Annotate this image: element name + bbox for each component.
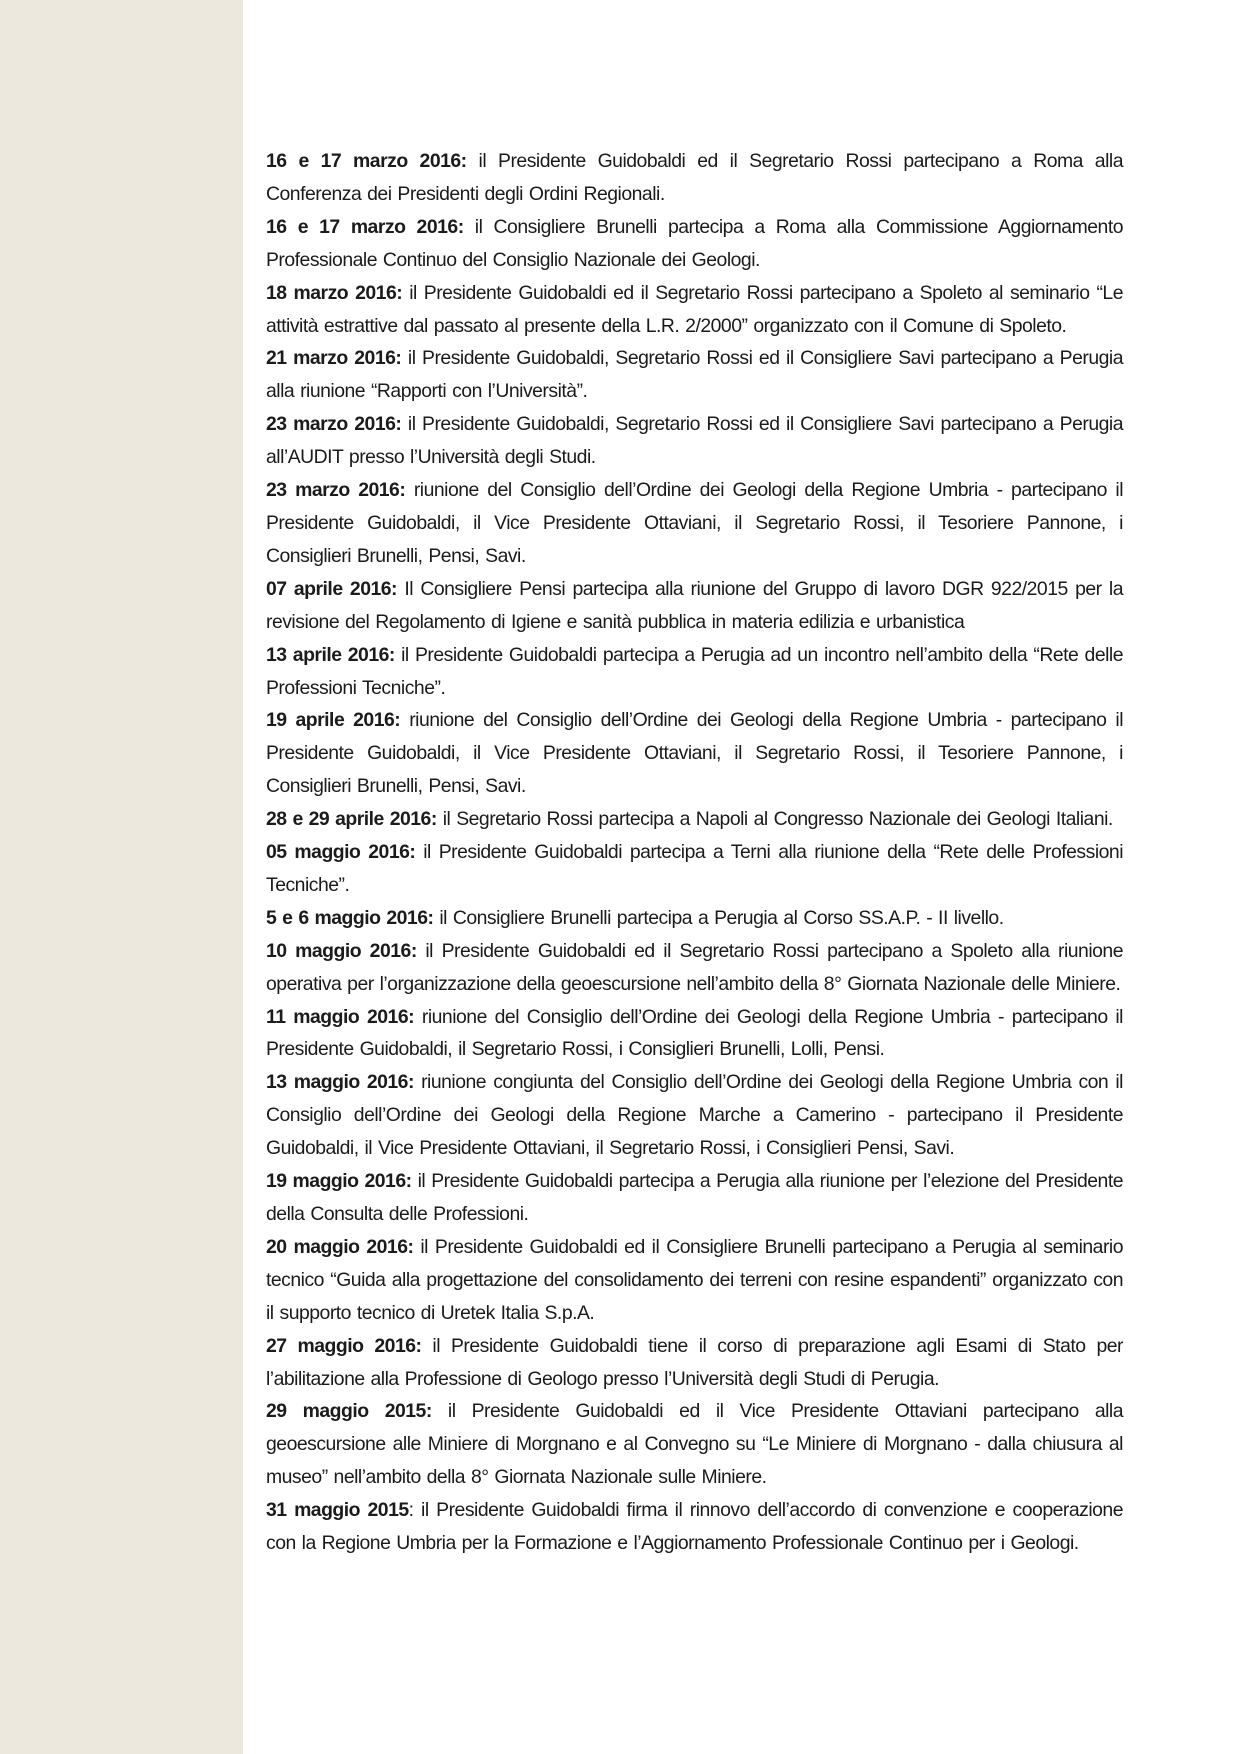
entry-text: il Presidente Guidobaldi partecipa a Terni alla riunione della “Rete delle Professioni Tecniche”. (266, 841, 1123, 896)
log-entry (266, 1494, 1123, 1560)
entry-text: il Presidente Guidobaldi tiene il corso di preparazione agli Esami di Stato per l’abilitazione alla Professione di Geologo presso l’Università degli Studi di Perugia. (266, 1334, 1123, 1390)
entry-date: 28 e 29 aprile 2016: (266, 808, 437, 831)
entry-date: 11 maggio 2016: (266, 1005, 415, 1028)
log-entry (266, 935, 1123, 1001)
entry-date: 5 e 6 maggio 2016: (266, 906, 434, 929)
log-entry (266, 1001, 1123, 1067)
entry-text: : il Presidente Guidobaldi firma il rinnovo dell’accordo di convenzione e cooperazione con la Regione Umbria per la Formazione e l’Aggiornamento Professionale Continuo per i Geologi. (266, 1499, 1123, 1555)
entry-text: riunione del Consiglio dell’Ordine dei Geologi della Regione Umbria - partecipano il Presidente Guidobaldi, il Segretario Rossi, i Consiglieri Brunelli, Lolli, Pensi. (266, 1005, 1123, 1061)
entry-date: 27 maggio 2016: (266, 1334, 422, 1357)
entry-text: il Presidente Guidobaldi ed il Vice Presidente Ottaviani partecipano alla geoescursione alle Miniere di Morgnano e al Convegno su “Le Miniere di Morgnano - dalla chiusura al museo” nell’ambito della 8° Giornata Nazionale sulle Miniere. (266, 1400, 1123, 1489)
entry-date: 07 aprile 2016: (266, 577, 398, 600)
entry-text: riunione del Consiglio dell’Ordine dei Geologi della Regione Umbria - partecipano il Presidente Guidobaldi, il Vice Presidente Ottaviani, il Segretario Rossi, il Tesoriere Pannone, i Consiglieri Brunelli, Pensi, Savi. (266, 479, 1123, 567)
entry-date: 23 marzo 2016: (266, 479, 406, 502)
entry-text: il Presidente Guidobaldi ed il Segretario Rossi partecipano a Spoleto al seminario “Le attività estrattive dal passato al presente della L.R. 2/2000” organizzato con il Comune di Spoleto. (266, 281, 1123, 337)
entry-date: 29 maggio 2015: (266, 1400, 432, 1423)
entry-date: 13 aprile 2016: (266, 643, 395, 666)
entry-date: 10 maggio 2016: (266, 939, 417, 962)
entry-text: riunione congiunta del Consiglio dell’Ordine dei Geologi della Regione Umbria con il Consiglio dell’Ordine dei Geologi della Regione Marche a Camerino - partecipano il Presidente Guidobaldi, il Vice Presidente Ottaviani, il Segretario Rossi, i Consiglieri Pensi, Savi. (266, 1071, 1123, 1160)
entry-text: il Consigliere Brunelli partecipa a Perugia al Corso SS.A.P. - II livello. (439, 906, 1004, 929)
log-entry (266, 408, 1123, 474)
log-entry (266, 1330, 1123, 1396)
log-entry (266, 1231, 1123, 1330)
entry-text: il Presidente Guidobaldi, Segretario Rossi ed il Consigliere Savi partecipano a Perugia all’AUDIT presso l’Università degli Studi. (266, 413, 1123, 469)
log-entry (266, 1165, 1123, 1231)
log-entry (266, 836, 1123, 902)
log-entry (266, 803, 1123, 836)
entry-text: il Presidente Guidobaldi, Segretario Rossi ed il Consigliere Savi partecipano a Perugia alla riunione “Rapporti con l’Università”. (266, 347, 1123, 403)
entry-text: Il Consigliere Pensi partecipa alla riunione del Gruppo di lavoro DGR 922/2015 per la revisione del Regolamento di Igiene e sanità pubblica in materia edilizia e urbanistica (266, 577, 1123, 633)
log-entry (266, 211, 1123, 277)
entry-text: il Segretario Rossi partecipa a Napoli al Congresso Nazionale dei Geologi Italiani. (442, 808, 1113, 831)
log-entry (266, 902, 1123, 935)
entry-date: 16 e 17 marzo 2016: (266, 150, 467, 172)
entry-date: 31 maggio 2015 (266, 1499, 409, 1522)
entry-text: il Consigliere Brunelli partecipa a Roma alla Commissione Aggiornamento Professionale Continuo del Consiglio Nazionale dei Geologi. (266, 215, 1123, 271)
entry-date: 23 marzo 2016: (266, 413, 402, 436)
activity-log (266, 145, 1123, 1560)
entry-date: 18 marzo 2016: (266, 281, 403, 304)
log-entry (266, 1066, 1123, 1165)
log-entry (266, 1395, 1123, 1494)
log-entry (266, 704, 1123, 803)
entry-date: 13 maggio 2016: (266, 1071, 414, 1094)
entry-text: il Presidente Guidobaldi ed il Segretario Rossi partecipano a Roma alla Conferenza dei Presidenti degli Ordini Regionali. (266, 150, 1123, 205)
log-entry (266, 145, 1123, 211)
page-margin-band (0, 0, 243, 1754)
log-entry (266, 639, 1123, 705)
entry-text: il Presidente Guidobaldi partecipa a Perugia alla riunione per l’elezione del Presidente della Consulta delle Professioni. (266, 1170, 1124, 1225)
entry-text: il Presidente Guidobaldi ed il Segretario Rossi partecipano a Spoleto alla riunione operativa per l’organizzazione della geoescursione nell’ambito della 8° Giornata Nazionale delle Miniere. (266, 939, 1124, 995)
entry-text: il Presidente Guidobaldi ed il Consigliere Brunelli partecipano a Perugia al seminario tecnico “Guida alla progettazione del consolidamento dei terreni con resine espandenti” organizzato con il supporto tecnico di Uretek Italia S.p.A. (266, 1235, 1123, 1324)
log-entry (266, 573, 1123, 639)
entry-date: 19 maggio 2016: (266, 1170, 412, 1193)
entry-text: il Presidente Guidobaldi partecipa a Perugia ad un incontro nell’ambito della “Rete delle Professioni Tecniche”. (266, 643, 1124, 699)
entry-date: 20 maggio 2016: (266, 1235, 414, 1258)
log-entry (266, 474, 1123, 573)
entry-date: 19 aprile 2016: (266, 709, 401, 732)
log-entry (266, 342, 1123, 408)
entry-date: 21 marzo 2016: (266, 347, 402, 370)
entry-date: 05 maggio 2016: (266, 841, 416, 864)
entry-date: 16 e 17 marzo 2016: (266, 215, 464, 238)
entry-text: riunione del Consiglio dell’Ordine dei Geologi della Regione Umbria - partecipano il Presidente Guidobaldi, il Vice Presidente Ottaviani, il Segretario Rossi, il Tesoriere Pannone, i Consiglieri Brunelli, Pensi, Savi. (266, 709, 1123, 798)
log-entry (266, 277, 1123, 343)
